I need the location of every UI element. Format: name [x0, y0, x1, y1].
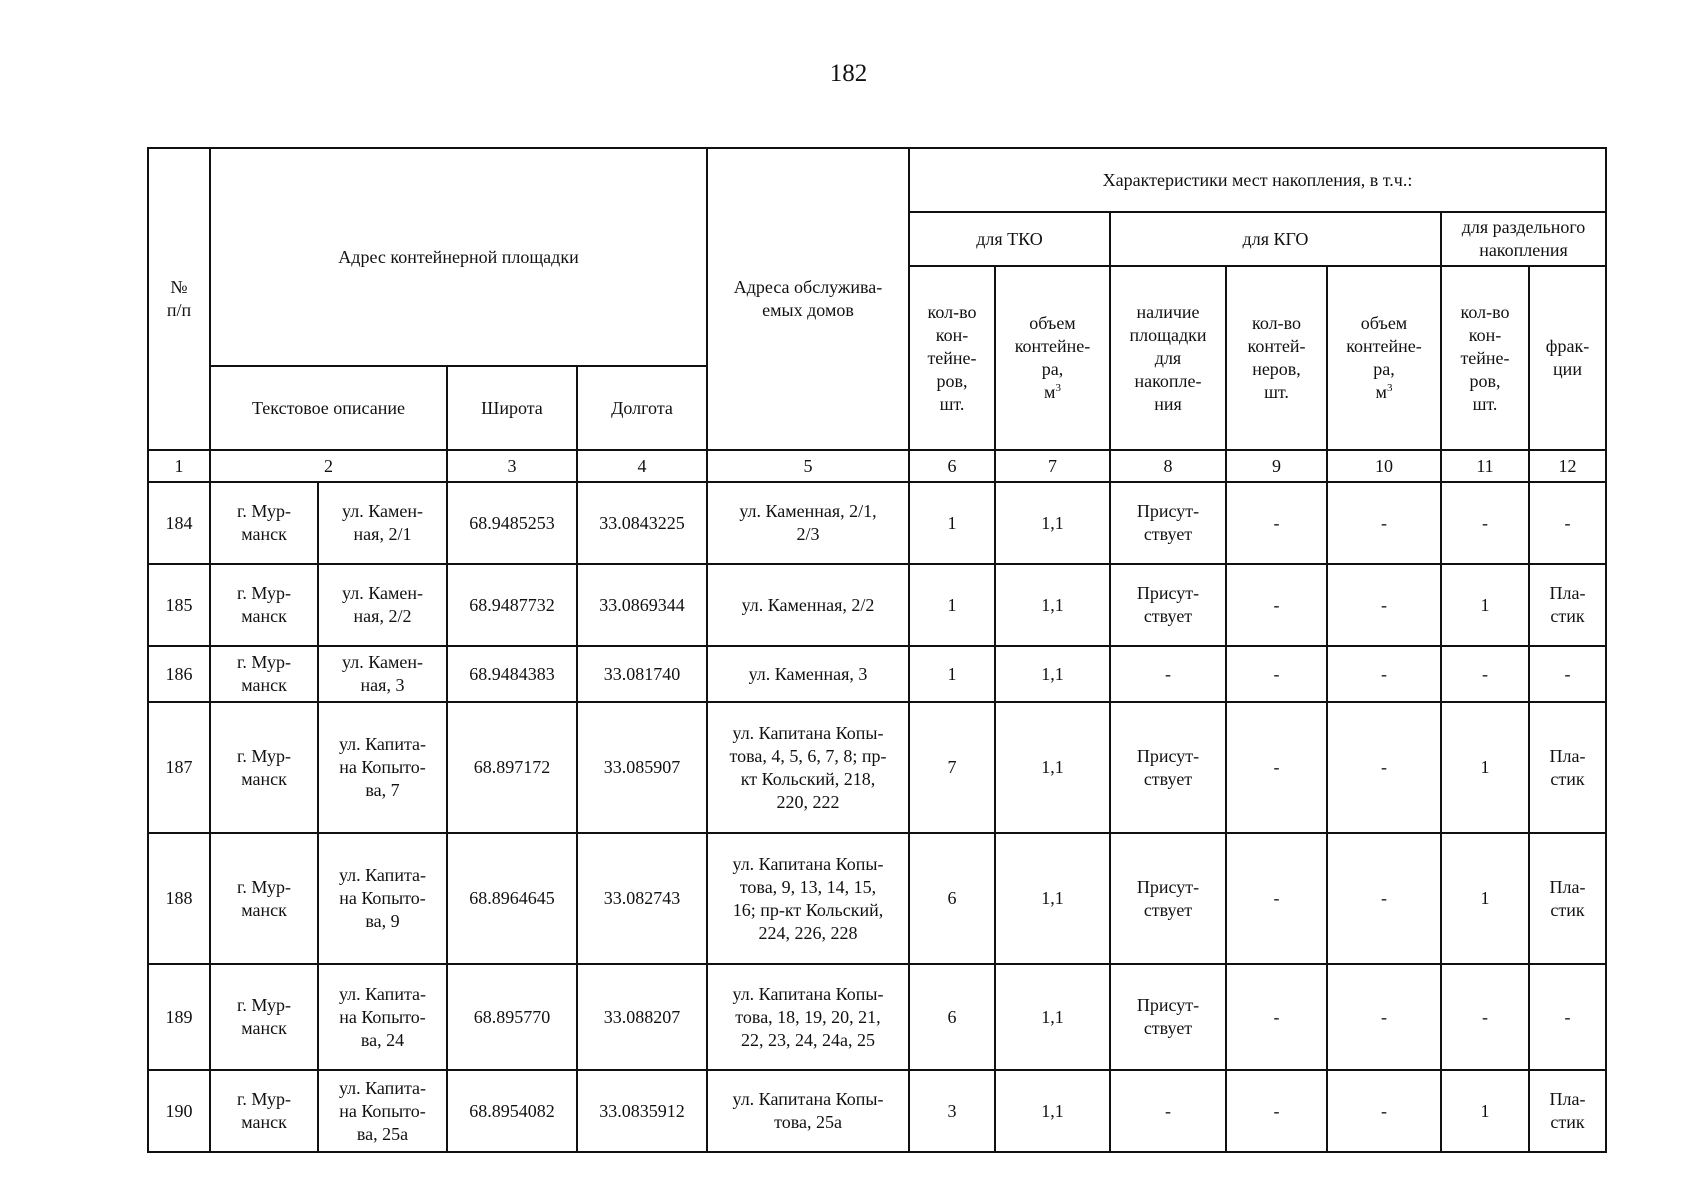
longitude-cell: 33.0843225 — [577, 482, 707, 564]
separate-fraction-cell: - — [1529, 646, 1606, 702]
served-addresses-cell: ул. Капитана Копы- това, 4, 5, 6, 7, 8; пр- кт Кольский, 218, 220, 222 — [707, 702, 909, 833]
row-number-cell: 184 — [148, 482, 210, 564]
separate-fraction-cell: Пла- стик — [1529, 833, 1606, 964]
longitude-cell: 33.081740 — [577, 646, 707, 702]
street-cell: ул. Капита- на Копыто- ва, 9 — [318, 833, 447, 964]
table-row — [148, 833, 1606, 964]
header-tko-count: кол-во кон- тейне- ров, шт. — [909, 266, 995, 450]
column-number: 1 — [148, 450, 210, 482]
page-number: 182 — [829, 60, 868, 87]
header-sep-count: кол-во кон- тейне- ров, шт. — [1441, 266, 1529, 450]
latitude-cell: 68.8964645 — [447, 833, 577, 964]
table-row — [148, 646, 1606, 702]
header-longitude: Долгота — [577, 366, 707, 450]
column-number: 4 — [577, 450, 707, 482]
header-row-1 — [148, 148, 1606, 212]
tko-volume-cell: 1,1 — [995, 564, 1110, 646]
row-number-cell: 187 — [148, 702, 210, 833]
latitude-cell: 68.9484383 — [447, 646, 577, 702]
tko-volume-cell: 1,1 — [995, 964, 1110, 1070]
kgo-volume-cell: - — [1327, 482, 1441, 564]
header-tko-volume-unit: $м^3$ — [1044, 382, 1061, 402]
header-row-number: № п/п — [148, 148, 210, 450]
table-row — [148, 1070, 1606, 1152]
table-row — [148, 964, 1606, 1070]
kgo-site-cell: Присут- ствует — [1110, 964, 1226, 1070]
kgo-volume-cell: - — [1327, 964, 1441, 1070]
kgo-volume-cell: - — [1327, 646, 1441, 702]
served-addresses-cell: ул. Капитана Копы- това, 25а — [707, 1070, 909, 1152]
served-addresses-cell: ул. Каменная, 2/2 — [707, 564, 909, 646]
city-cell: г. Мур- манск — [210, 833, 318, 964]
column-number: 9 — [1226, 450, 1327, 482]
tko-volume-cell: 1,1 — [995, 702, 1110, 833]
served-addresses-cell: ул. Каменная, 2/1, 2/3 — [707, 482, 909, 564]
tko-volume-cell: 1,1 — [995, 646, 1110, 702]
column-number: 8 — [1110, 450, 1226, 482]
header-kgo-site: наличие площадки для накопле- ния — [1110, 266, 1226, 450]
row-number-cell: 189 — [148, 964, 210, 1070]
column-number: 5 — [707, 450, 909, 482]
city-cell: г. Мур- манск — [210, 564, 318, 646]
table-row — [148, 702, 1606, 833]
kgo-count-cell: - — [1226, 1070, 1327, 1152]
latitude-cell: 68.8954082 — [447, 1070, 577, 1152]
kgo-volume-cell: - — [1327, 1070, 1441, 1152]
longitude-cell: 33.088207 — [577, 964, 707, 1070]
tko-volume-cell: 1,1 — [995, 1070, 1110, 1152]
tko-count-cell: 1 — [909, 564, 995, 646]
city-cell: г. Мур- манск — [210, 702, 318, 833]
latitude-cell: 68.9485253 — [447, 482, 577, 564]
column-numbers-row — [148, 450, 1606, 482]
header-served-addresses: Адреса обслужива- емых домов — [707, 148, 909, 450]
separate-count-cell: - — [1441, 964, 1529, 1070]
row-number-cell: 190 — [148, 1070, 210, 1152]
separate-fraction-cell: - — [1529, 482, 1606, 564]
separate-count-cell: - — [1441, 482, 1529, 564]
tko-volume-cell: 1,1 — [995, 482, 1110, 564]
container-sites-table — [147, 147, 1607, 1153]
kgo-site-cell: Присут- ствует — [1110, 564, 1226, 646]
tko-count-cell: 3 — [909, 1070, 995, 1152]
kgo-site-cell: - — [1110, 1070, 1226, 1152]
street-cell: ул. Камен- ная, 3 — [318, 646, 447, 702]
column-number: 6 — [909, 450, 995, 482]
tko-count-cell: 7 — [909, 702, 995, 833]
kgo-site-cell: Присут- ствует — [1110, 702, 1226, 833]
tko-count-cell: 6 — [909, 964, 995, 1070]
longitude-cell: 33.0835912 — [577, 1070, 707, 1152]
kgo-count-cell: - — [1226, 833, 1327, 964]
column-number: 2 — [210, 450, 447, 482]
separate-fraction-cell: Пла- стик — [1529, 564, 1606, 646]
header-kgo-count: кол-во контей- неров, шт. — [1226, 266, 1327, 450]
kgo-site-cell: Присут- ствует — [1110, 833, 1226, 964]
kgo-volume-cell: - — [1327, 564, 1441, 646]
city-cell: г. Мур- манск — [210, 482, 318, 564]
header-sep-fractions: фрак- ции — [1529, 266, 1606, 450]
kgo-site-cell: - — [1110, 646, 1226, 702]
city-cell: г. Мур- манск — [210, 964, 318, 1070]
city-cell: г. Мур- манск — [210, 1070, 318, 1152]
column-number: 3 — [447, 450, 577, 482]
header-for-kgo: для КГО — [1110, 212, 1441, 266]
header-kgo-volume — [1327, 266, 1441, 450]
row-number-cell: 186 — [148, 646, 210, 702]
row-number-cell: 185 — [148, 564, 210, 646]
header-text-description: Текстовое описание — [210, 366, 447, 450]
header-for-tko: для ТКО — [909, 212, 1110, 266]
separate-count-cell: 1 — [1441, 702, 1529, 833]
table-row — [148, 564, 1606, 646]
kgo-count-cell: - — [1226, 646, 1327, 702]
latitude-cell: 68.895770 — [447, 964, 577, 1070]
kgo-site-cell: Присут- ствует — [1110, 482, 1226, 564]
kgo-volume-cell: - — [1327, 702, 1441, 833]
header-characteristics: Характеристики мест накопления, в т.ч.: — [909, 148, 1606, 212]
served-addresses-cell: ул. Каменная, 3 — [707, 646, 909, 702]
row-number-cell: 188 — [148, 833, 210, 964]
header-tko-volume-text: объем контейне- ра, — [1014, 313, 1091, 379]
header-site-address: Адрес контейнерной площадки — [210, 148, 707, 366]
kgo-count-cell: - — [1226, 702, 1327, 833]
table-row — [148, 482, 1606, 564]
served-addresses-cell: ул. Капитана Копы- това, 18, 19, 20, 21, 22, 23, 24, 24а, 25 — [707, 964, 909, 1070]
separate-fraction-cell: Пла- стик — [1529, 1070, 1606, 1152]
street-cell: ул. Камен- ная, 2/1 — [318, 482, 447, 564]
header-kgo-volume-unit: $м^3$ — [1375, 382, 1393, 402]
separate-count-cell: 1 — [1441, 1070, 1529, 1152]
street-cell: ул. Капита- на Копыто- ва, 24 — [318, 964, 447, 1070]
tko-volume-cell: 1,1 — [995, 833, 1110, 964]
longitude-cell: 33.085907 — [577, 702, 707, 833]
street-cell: ул. Камен- ная, 2/2 — [318, 564, 447, 646]
separate-fraction-cell: Пла- стик — [1529, 702, 1606, 833]
header-kgo-volume-text: объем контейне- ра, — [1346, 313, 1422, 379]
header-latitude: Широта — [447, 366, 577, 450]
column-number: 10 — [1327, 450, 1441, 482]
tko-count-cell: 6 — [909, 833, 995, 964]
street-cell: ул. Капита- на Копыто- ва, 25а — [318, 1070, 447, 1152]
column-number: 12 — [1529, 450, 1606, 482]
separate-count-cell: 1 — [1441, 833, 1529, 964]
kgo-count-cell: - — [1226, 964, 1327, 1070]
tko-count-cell: 1 — [909, 482, 995, 564]
city-cell: г. Мур- манск — [210, 646, 318, 702]
separate-fraction-cell: - — [1529, 964, 1606, 1070]
longitude-cell: 33.082743 — [577, 833, 707, 964]
column-number: 11 — [1441, 450, 1529, 482]
latitude-cell: 68.897172 — [447, 702, 577, 833]
street-cell: ул. Капита- на Копыто- ва, 7 — [318, 702, 447, 833]
kgo-count-cell: - — [1226, 482, 1327, 564]
longitude-cell: 33.0869344 — [577, 564, 707, 646]
tko-count-cell: 1 — [909, 646, 995, 702]
kgo-count-cell: - — [1226, 564, 1327, 646]
latitude-cell: 68.9487732 — [447, 564, 577, 646]
separate-count-cell: - — [1441, 646, 1529, 702]
header-for-separate: для раздельного накопления — [1441, 212, 1606, 266]
separate-count-cell: 1 — [1441, 564, 1529, 646]
served-addresses-cell: ул. Капитана Копы- това, 9, 13, 14, 15, 16; пр-кт Кольский, 224, 226, 228 — [707, 833, 909, 964]
column-number: 7 — [995, 450, 1110, 482]
header-tko-volume — [995, 266, 1110, 450]
kgo-volume-cell: - — [1327, 833, 1441, 964]
